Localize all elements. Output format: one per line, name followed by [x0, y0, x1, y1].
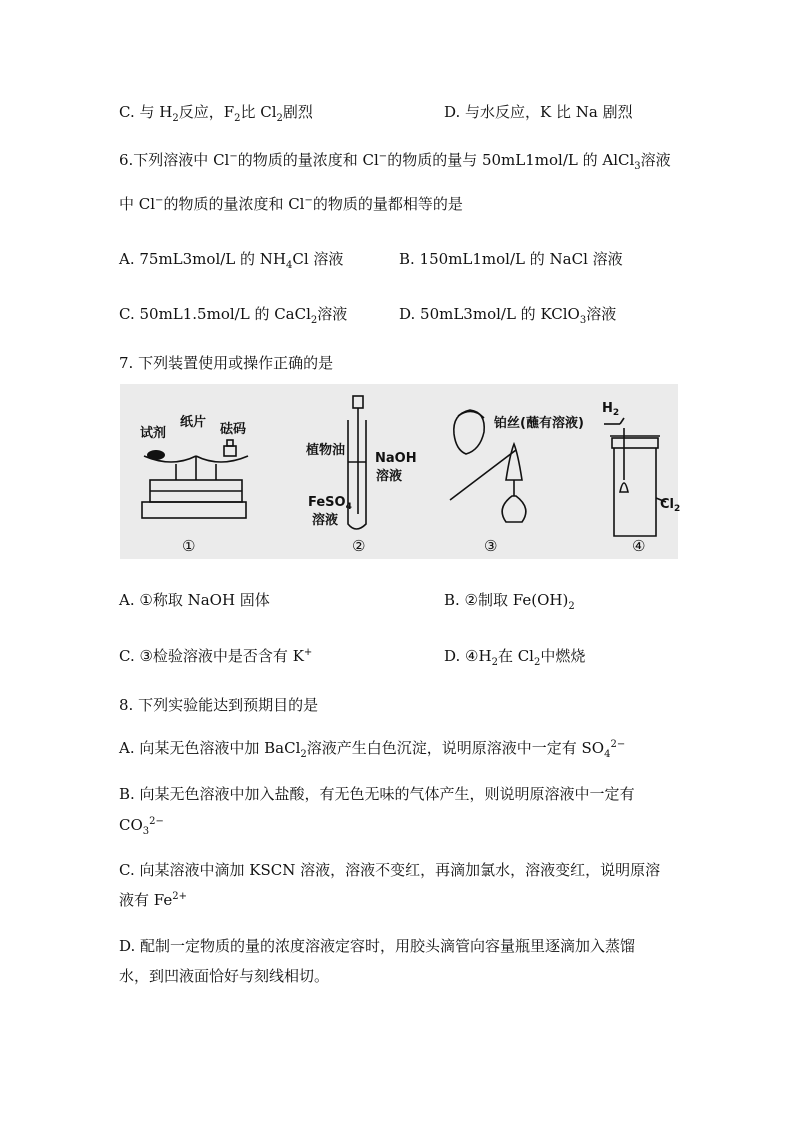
- q8-option-c-line1: C. 向某溶液中滴加 KSCN 溶液，溶液不变红，再滴加氯水，溶液变红，说明原溶: [119, 861, 661, 879]
- label-feso4: FeSO$_4$: [308, 495, 352, 512]
- q7-option-a: A. ①称取 NaOH 固体: [119, 591, 270, 609]
- q6-stem-line2: 中 Cl−的物质的量浓度和 Cl−的物质的量都相等的是: [119, 195, 463, 213]
- q5-option-d: D. 与水反应，K 比 Na 剧烈: [444, 103, 633, 121]
- q6-stem-line1: 6.下列溶液中 Cl−的物质的量浓度和 Cl−的物质的量与 50mL1mol/L 的 AlCl$_3$溶液: [119, 151, 671, 172]
- figure-number-2: ②: [352, 537, 366, 555]
- q7-option-c: C. ③检验溶液中是否含有 K+: [119, 647, 313, 665]
- q8-option-c-line2: 液有 $Fe^{2+}$: [119, 891, 187, 909]
- label-paper: 纸片: [180, 415, 207, 430]
- q8-option-d-line2: 水，到凹液面恰好与刻线相切。: [119, 967, 330, 985]
- q8-option-a: A. 向某无色溶液中加 BaCl$_2$溶液产生白色沉淀，说明原溶液中一定有 $SO_4^{2-}$: [119, 739, 626, 760]
- label-naoh: NaOH: [375, 451, 417, 466]
- label-cl2: $Cl_2$: [660, 497, 681, 514]
- label-reagent: 试剂: [140, 426, 167, 441]
- q5-option-c: C. 与 $H_2$反应，$F_2$比 $Cl_2$剧烈: [119, 103, 313, 124]
- label-naoh-solution: 溶液: [376, 469, 403, 484]
- q7-option-d: D. $④H_2$在 $Cl_2$中燃烧: [444, 647, 586, 668]
- q8-stem: 8. 下列实验能达到预期目的是: [119, 696, 319, 714]
- q8-option-d-line1: D. 配制一定物质的量的浓度溶液定容时，用胶头滴管向容量瓶里逐滴加入蒸馏: [119, 937, 636, 955]
- q6-option-b: B. 150mL1mol/L 的 NaCl 溶液: [399, 250, 623, 268]
- label-platinum-wire: 铂丝(蘸有溶液): [494, 416, 584, 431]
- gas-jar-apparatus: [604, 418, 666, 536]
- q8-option-b-line2: $CO_3^{2-}$: [119, 816, 164, 837]
- q8-option-b-line1: B. 向某无色溶液中加入盐酸，有无色无味的气体产生，则说明原溶液中一定有: [119, 785, 635, 803]
- label-feso4-solution: 溶液: [312, 513, 339, 528]
- q6-option-a: A. 75mL3mol/L 的 $NH_4Cl$ 溶液: [119, 250, 344, 271]
- figure-number-4: ④: [632, 537, 646, 555]
- label-weight: 砝码: [220, 422, 247, 437]
- label-vegetable-oil: 植物油: [306, 443, 346, 458]
- q7-apparatus-figure: [120, 384, 681, 559]
- figure-number-3: ③: [484, 537, 498, 555]
- q7-stem: 7. 下列装置使用或操作正确的是: [119, 354, 334, 372]
- figure-number-1: ①: [182, 537, 196, 555]
- q7-option-b: B. ②制取 $Fe(OH)_2$: [444, 591, 575, 612]
- q6-option-c: C. 50mL1.5mol/L 的 CaCl$_2$溶液: [119, 305, 348, 326]
- q6-option-d: D. 50mL3mol/L 的 KClO$_3$溶液: [399, 305, 617, 326]
- label-h2: $H_2$: [602, 401, 620, 418]
